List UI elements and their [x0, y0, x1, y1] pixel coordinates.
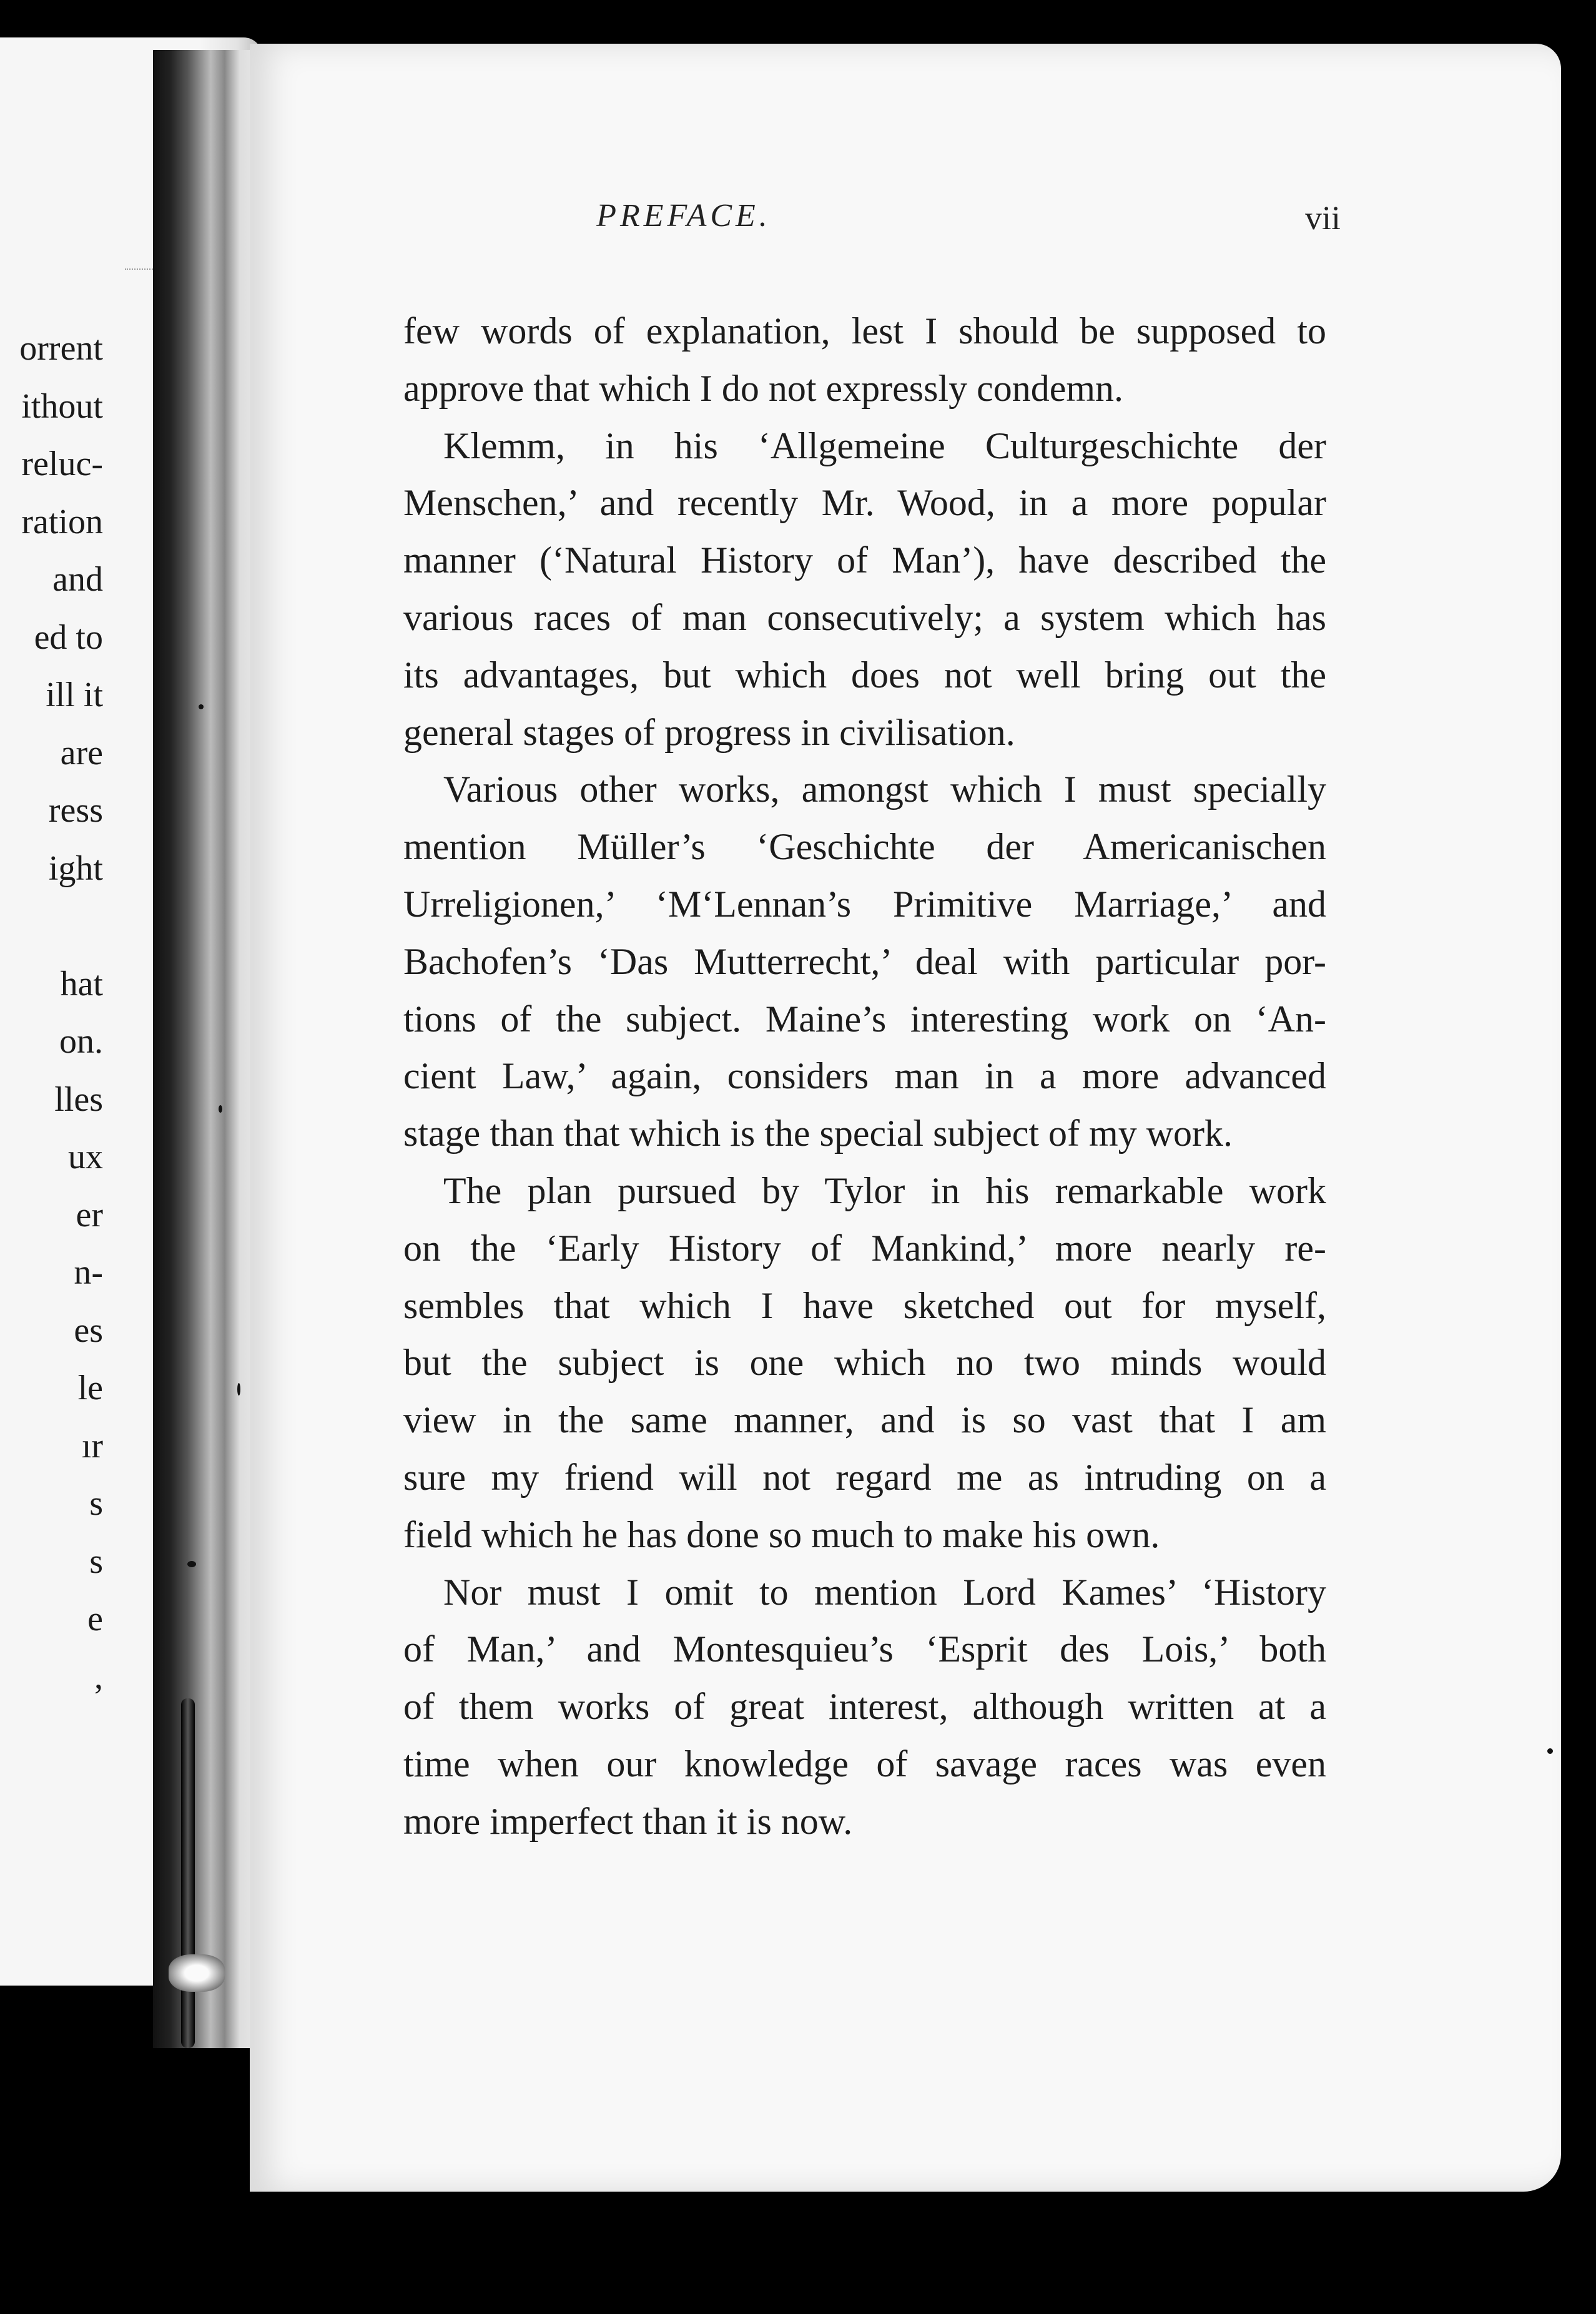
running-head: PREFACE. — [596, 198, 771, 234]
text-line: of Man,’ and Montesquieu’s ‘Esprit des Lois,’ both — [403, 1628, 1326, 1670]
scan-speck — [199, 704, 204, 709]
text-line: cient Law,’ again, considers man in a more advanced — [403, 1055, 1326, 1097]
left-page-line: er — [76, 1195, 103, 1234]
page-number: vii — [1305, 199, 1341, 237]
text-line: more imperfect than it is now. — [403, 1800, 853, 1842]
scan-speck — [187, 1561, 196, 1567]
left-page-line: ight — [48, 849, 103, 888]
text-line: few words of explanation, lest I should be supposed to — [403, 310, 1326, 352]
left-page-line: e — [87, 1600, 103, 1638]
binding-thread — [181, 1698, 195, 2048]
text-line: various races of man consecutively; a system which has — [403, 596, 1326, 638]
left-page-line: le — [77, 1369, 103, 1407]
text-line: sembles that which I have sketched out for myself, — [403, 1284, 1326, 1326]
left-page-line: reluc- — [21, 445, 103, 483]
left-page-line: hat — [60, 964, 103, 1003]
left-page-line: ill it — [46, 676, 103, 714]
text-line: Bachofen’s ‘Das Mutterrecht,’ deal with particular por- — [403, 940, 1326, 982]
text-line: approve that which I do not expressly condemn. — [403, 367, 1124, 409]
left-page-line: es — [74, 1311, 103, 1350]
left-page-text-fragments — [19, 320, 103, 1706]
text-line: time when our knowledge of savage races was even — [403, 1743, 1326, 1785]
left-page-line: and — [52, 560, 103, 599]
left-page-line: ithout — [21, 386, 103, 426]
scan-speck — [1547, 1748, 1553, 1754]
text-line: view in the same manner, and is so vast that I am — [403, 1399, 1326, 1441]
left-page-line: s — [89, 1542, 103, 1581]
left-page-line: lles — [54, 1080, 103, 1119]
binding-knot — [169, 1954, 225, 1992]
left-page-line: n- — [74, 1253, 103, 1292]
text-line: field which he has done so much to make his own. — [403, 1514, 1160, 1555]
text-line: stage than that which is the special subject of my work. — [403, 1113, 1233, 1155]
left-page-line: ress — [48, 791, 103, 830]
left-page-line: are — [60, 733, 103, 772]
left-page-line: on. — [59, 1022, 103, 1061]
page-body-text — [403, 303, 1326, 1851]
left-page-line: ed to — [34, 618, 103, 657]
text-line: its advantages, but which does not well bring out the — [403, 654, 1326, 696]
left-page-line: s — [89, 1484, 103, 1523]
text-line: Klemm, in his ‘Allgemeine Culturgeschichte der — [443, 425, 1326, 466]
left-page-line: ux — [68, 1138, 103, 1176]
scan-speck — [219, 1105, 222, 1113]
text-line: manner (‘Natural History of Man’), have described the — [403, 539, 1326, 581]
text-line: of them works of great interest, although written at a — [403, 1686, 1326, 1728]
text-line: tions of the subject. Maine’s interesting work on ‘An- — [403, 998, 1326, 1040]
text-line: Nor must I omit to mention Lord Kames’ ‘History — [443, 1571, 1326, 1613]
text-line: on the ‘Early History of Mankind,’ more nearly re- — [403, 1227, 1326, 1269]
scan-speck — [237, 1383, 240, 1396]
text-line: general stages of progress in civilisation. — [403, 711, 1015, 753]
text-line: The plan pursued by Tylor in his remarkable work — [443, 1169, 1326, 1211]
left-page-line — [19, 897, 103, 955]
text-line: sure my friend will not regard me as intruding on a — [403, 1456, 1326, 1498]
text-line: Various other works, amongst which I must specially — [443, 769, 1326, 810]
left-page-line: , — [94, 1657, 103, 1696]
left-page-line: ır — [81, 1426, 103, 1465]
left-page-line: ration — [21, 502, 103, 541]
left-page-line: orrent — [19, 329, 103, 368]
text-line: mention Müller’s ‘Geschichte der Americanischen — [403, 826, 1326, 868]
text-line: Urreligionen,’ ‘M‘Lennan’s Primitive Marriage,’ and — [403, 883, 1326, 925]
text-line: Menschen,’ and recently Mr. Wood, in a more popular — [403, 482, 1326, 524]
text-line: but the subject is one which no two minds would — [403, 1342, 1326, 1384]
